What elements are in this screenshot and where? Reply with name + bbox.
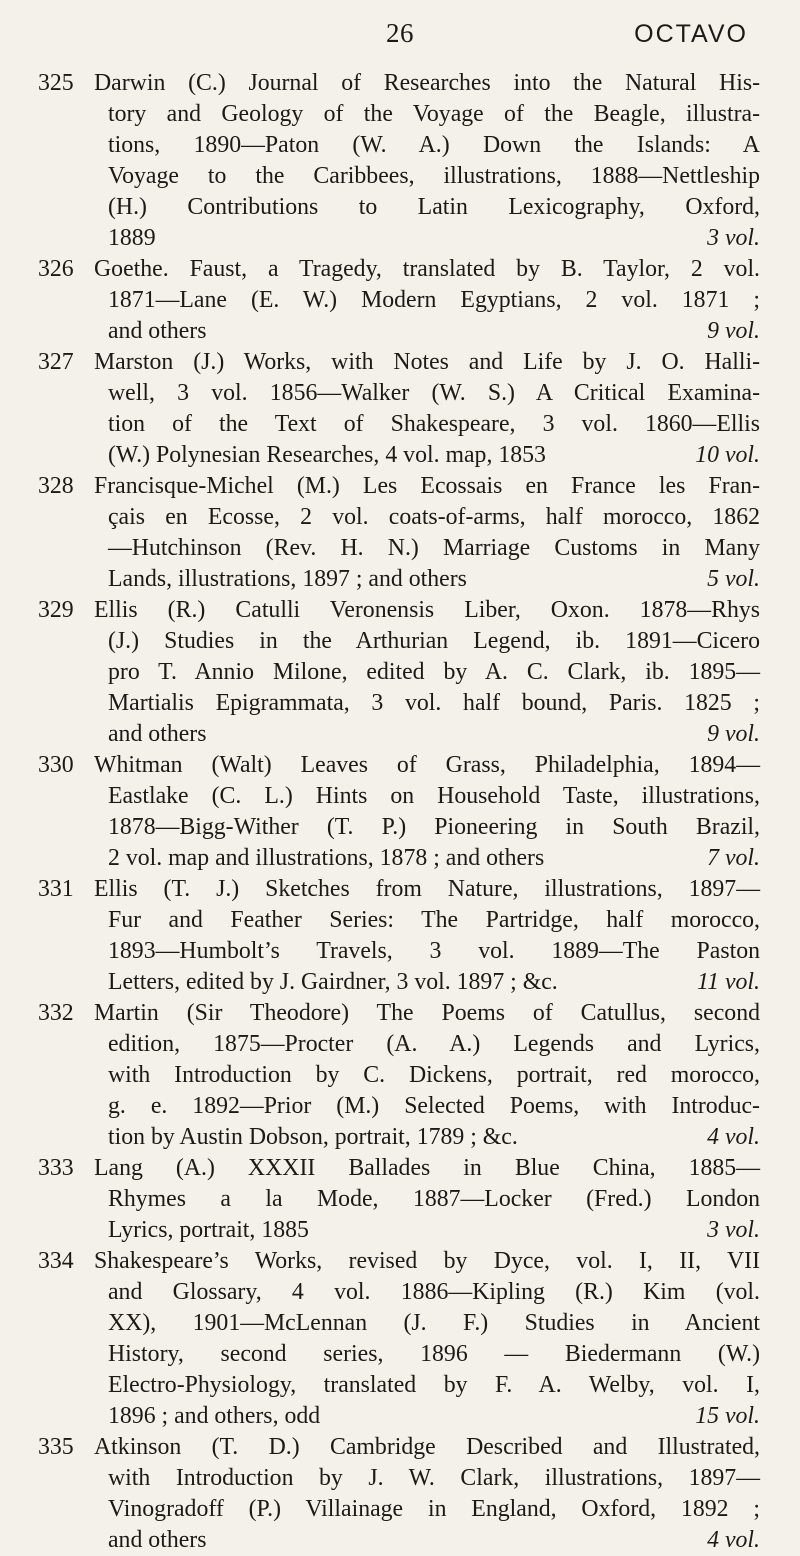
running-head: OCTAVO [634, 20, 748, 48]
lot-text-line: Shakespeare’s Works, revised by Dyce, vol. I, II, VII [94, 1248, 760, 1274]
lot-text-line: and Glossary, 4 vol. 1886—Kipling (R.) Kim (vol. [108, 1279, 760, 1305]
lot-number: 325 [38, 70, 74, 96]
catalogue-lot [38, 998, 760, 1153]
catalogue-lot [38, 1246, 760, 1432]
lot-final-text: Letters, edited by J. Gairdner, 3 vol. 1897 ; &c. [108, 969, 558, 995]
lot-volume-count: 5 vol. [707, 566, 760, 592]
lot-text-line: —Hutchinson (Rev. H. N.) Marriage Customs in Many [108, 535, 760, 561]
lot-final-line [108, 719, 760, 750]
lot-text-line: Darwin (C.) Journal of Researches into the Natural His- [94, 70, 760, 96]
lot-volume-count: 3 vol. [707, 1217, 760, 1243]
lot-text-line: Marston (J.) Works, with Notes and Life by J. O. Halli- [94, 349, 760, 375]
lot-text-line: Ellis (R.) Catulli Veronensis Liber, Oxon. 1878—Rhys [94, 597, 760, 623]
lot-text-line: tion of the Text of Shakespeare, 3 vol. 1860—Ellis [108, 411, 760, 437]
lot-final-text: and others [108, 721, 207, 747]
lot-number: 328 [38, 473, 74, 499]
page-header [0, 14, 800, 54]
lot-final-line [108, 223, 760, 254]
catalogue-lot [38, 254, 760, 347]
lot-final-text: 1896 ; and others, odd [108, 1403, 321, 1429]
lot-number: 335 [38, 1434, 74, 1460]
lot-final-text: 2 vol. map and illustrations, 1878 ; and others [108, 845, 545, 871]
lot-final-line [108, 1215, 760, 1246]
lot-number: 334 [38, 1248, 74, 1274]
lot-number: 326 [38, 256, 74, 282]
lot-number: 333 [38, 1155, 74, 1181]
lot-text-line: 1893—Humbolt’s Travels, 3 vol. 1889—The Paston [108, 938, 760, 964]
lot-volume-count: 11 vol. [696, 969, 760, 995]
lot-volume-count: 3 vol. [707, 225, 760, 251]
lot-text-line: with Introduction by C. Dickens, portrait, red morocco, [108, 1062, 760, 1088]
catalogue-lot [38, 595, 760, 750]
catalogue-lot [38, 1432, 760, 1556]
lot-text-line: çais en Ecosse, 2 vol. coats-of-arms, half morocco, 1862 [108, 504, 760, 530]
lot-final-line [108, 316, 760, 347]
lot-volume-count: 7 vol. [707, 845, 760, 871]
lot-text-line: Goethe. Faust, a Tragedy, translated by B. Taylor, 2 vol. [94, 256, 760, 282]
lot-final-text: and others [108, 318, 207, 344]
lot-text-line: Martialis Epigrammata, 3 vol. half bound, Paris. 1825 ; [108, 690, 760, 716]
lot-text-line: Vinogradoff (P.) Villainage in England, Oxford, 1892 ; [108, 1496, 760, 1522]
lot-text-line: well, 3 vol. 1856—Walker (W. S.) A Critical Examina- [108, 380, 760, 406]
lot-final-text: tion by Austin Dobson, portrait, 1789 ; &c. [108, 1124, 518, 1150]
lot-volume-count: 9 vol. [707, 721, 760, 747]
lot-final-text: (W.) Polynesian Researches, 4 vol. map, 1853 [108, 442, 546, 468]
lot-text-line: with Introduction by J. W. Clark, illustrations, 1897— [108, 1465, 760, 1491]
lot-text-line: Voyage to the Caribbees, illustrations, 1888—Nettleship [108, 163, 760, 189]
lot-text-line: pro T. Annio Milone, edited by A. C. Clark, ib. 1895— [108, 659, 760, 685]
lot-text-line: Whitman (Walt) Leaves of Grass, Philadelphia, 1894— [94, 752, 760, 778]
lot-text-line: 1878—Bigg-Wither (T. P.) Pioneering in South Brazil, [108, 814, 760, 840]
lot-final-text: Lyrics, portrait, 1885 [108, 1217, 309, 1243]
lot-text-line: (J.) Studies in the Arthurian Legend, ib. 1891—Cicero [108, 628, 760, 654]
lot-final-line [108, 564, 760, 595]
lot-number: 329 [38, 597, 74, 623]
lot-text-line: Electro-Physiology, translated by F. A. Welby, vol. I, [108, 1372, 760, 1398]
lot-final-line [108, 1401, 760, 1432]
lot-text-line: XX), 1901—McLennan (J. F.) Studies in Ancient [108, 1310, 760, 1336]
lot-text-line: Atkinson (T. D.) Cambridge Described and Illustrated, [94, 1434, 760, 1460]
lot-number: 331 [38, 876, 74, 902]
lot-text-line: Lang (A.) XXXII Ballades in Blue China, 1885— [94, 1155, 760, 1181]
lot-final-line [108, 843, 760, 874]
lot-final-line [108, 1122, 760, 1153]
lot-text-line: Francisque-Michel (M.) Les Ecossais en France les Fran- [94, 473, 760, 499]
lot-text-line: Fur and Feather Series: The Partridge, half morocco, [108, 907, 760, 933]
lot-volume-count: 4 vol. [707, 1527, 760, 1553]
lot-final-text: 1889 [108, 225, 156, 251]
lot-volume-count: 10 vol. [695, 442, 760, 468]
lot-final-text: Lands, illustrations, 1897 ; and others [108, 566, 467, 592]
catalogue-lot [38, 874, 760, 998]
lot-text-line: Martin (Sir Theodore) The Poems of Catullus, second [94, 1000, 760, 1026]
lot-volume-count: 9 vol. [707, 318, 760, 344]
lot-text-line: tory and Geology of the Voyage of the Beagle, illustra- [108, 101, 760, 127]
lot-number: 327 [38, 349, 74, 375]
lot-text-line: tions, 1890—Paton (W. A.) Down the Islands: A [108, 132, 760, 158]
catalogue-lot [38, 347, 760, 471]
catalogue-lot [38, 750, 760, 874]
lot-number: 332 [38, 1000, 74, 1026]
catalogue-lot [38, 471, 760, 595]
catalogue-lot [38, 68, 760, 254]
catalogue-lot [38, 1153, 760, 1246]
lot-number: 330 [38, 752, 74, 778]
lot-list [38, 68, 760, 1556]
lot-text-line: edition, 1875—Procter (A. A.) Legends and Lyrics, [108, 1031, 760, 1057]
lot-final-text: and others [108, 1527, 207, 1553]
page-number: 26 [386, 18, 414, 48]
lot-text-line: 1871—Lane (E. W.) Modern Egyptians, 2 vol. 1871 ; [108, 287, 760, 313]
lot-text-line: Rhymes a la Mode, 1887—Locker (Fred.) London [108, 1186, 760, 1212]
lot-text-line: History, second series, 1896 — Biedermann (W.) [108, 1341, 760, 1367]
lot-text-line: (H.) Contributions to Latin Lexicography, Oxford, [108, 194, 760, 220]
lot-text-line: Ellis (T. J.) Sketches from Nature, illustrations, 1897— [94, 876, 760, 902]
lot-final-line [108, 967, 760, 998]
lot-volume-count: 15 vol. [695, 1403, 760, 1429]
lot-final-line [108, 1525, 760, 1556]
lot-final-line [108, 440, 760, 471]
lot-volume-count: 4 vol. [707, 1124, 760, 1150]
lot-text-line: g. e. 1892—Prior (M.) Selected Poems, with Introduc- [108, 1093, 760, 1119]
lot-text-line: Eastlake (C. L.) Hints on Household Taste, illustrations, [108, 783, 760, 809]
